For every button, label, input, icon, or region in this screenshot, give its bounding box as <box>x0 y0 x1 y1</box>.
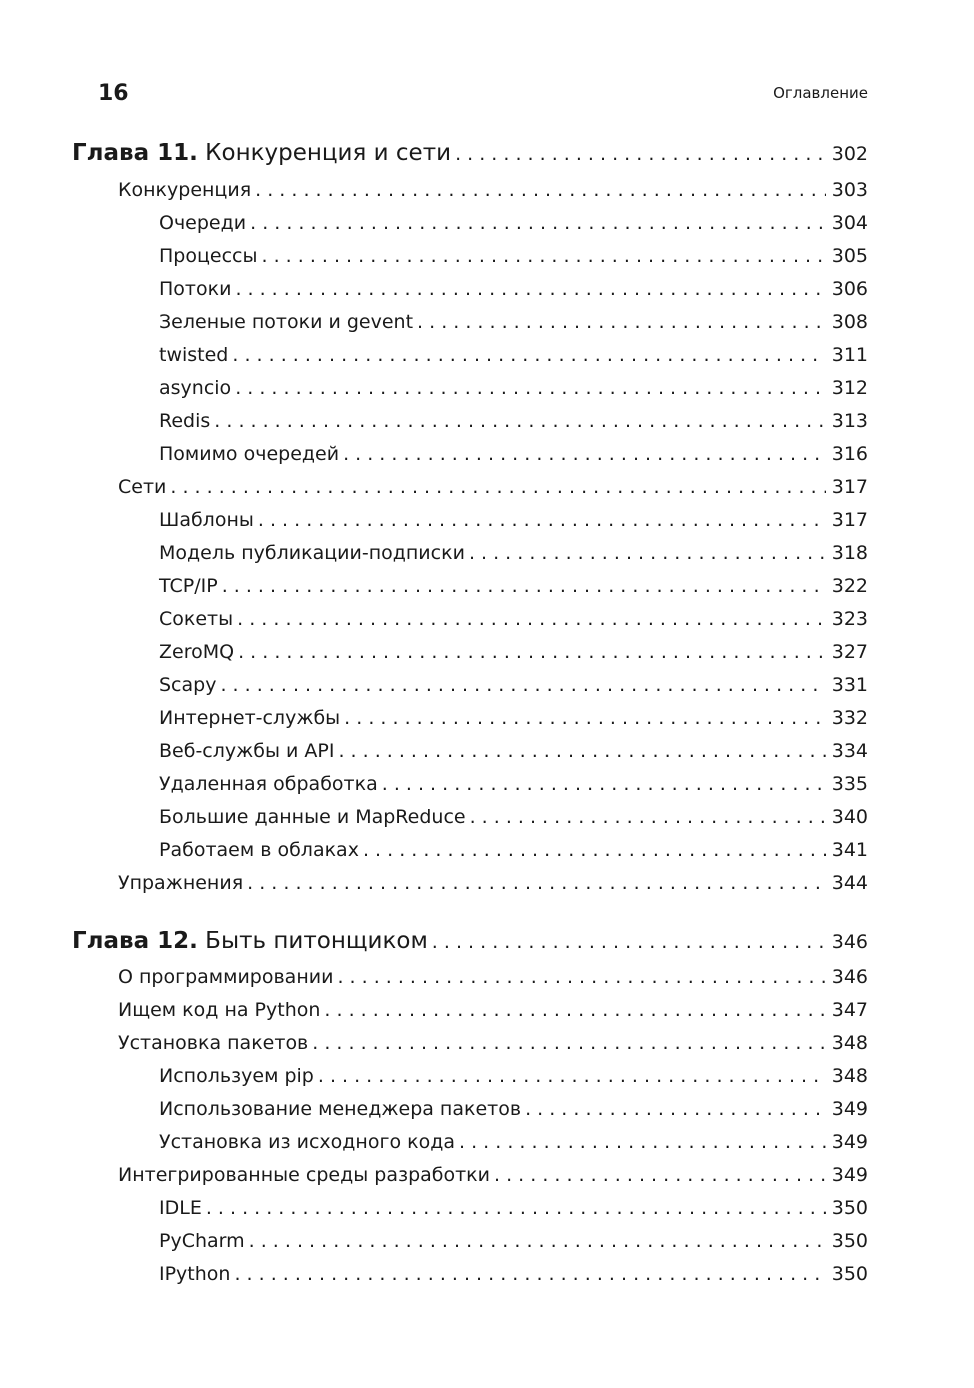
toc-entry-label <box>118 1164 494 1186</box>
toc-entry-title: Очереди <box>159 212 247 234</box>
toc-chapter-entry <box>72 928 868 966</box>
toc-entry-title: Процессы <box>159 245 258 267</box>
toc-entry-label <box>118 872 247 894</box>
toc-entry-label <box>118 966 337 988</box>
toc-entry-page-number: 322 <box>831 575 868 597</box>
toc-entry-title: Использование менеджера пакетов <box>159 1098 522 1120</box>
toc-entry-title: Установка пакетов <box>118 1032 309 1054</box>
toc-entry-page-number: 312 <box>831 377 868 399</box>
toc-entry-page-number: 318 <box>831 542 868 564</box>
toc-entry-label <box>159 575 222 597</box>
toc-entry-title: Интернет-службы <box>159 707 341 729</box>
dot-leader <box>234 1263 825 1285</box>
toc-entry-page-number: 323 <box>831 608 868 630</box>
toc-entry <box>118 1032 868 1065</box>
toc-entry-title: Redis <box>159 410 211 432</box>
toc-entry-title: PyCharm <box>159 1230 245 1252</box>
toc-entry <box>159 410 868 443</box>
toc-entry <box>159 1263 868 1296</box>
toc-entry <box>159 740 868 773</box>
toc-entry <box>118 179 868 212</box>
toc-entry <box>118 1164 868 1197</box>
toc-entry-page-number: 305 <box>831 245 868 267</box>
dot-leader <box>432 931 826 953</box>
toc-entry-label <box>72 928 432 954</box>
toc-entry-page-number: 327 <box>831 641 868 663</box>
dot-leader <box>170 476 825 498</box>
toc-entry-title: Конкуренция и сети <box>205 140 452 166</box>
toc-entry-label <box>159 245 262 267</box>
toc-entry <box>159 608 868 641</box>
chapter-number: Глава 12. <box>72 928 198 954</box>
toc-entry-page-number: 316 <box>831 443 868 465</box>
toc-entry <box>159 245 868 278</box>
toc-entry-title: Быть питонщиком <box>205 928 428 954</box>
toc-entry-label <box>159 410 214 432</box>
toc-entry-page-number: 335 <box>831 773 868 795</box>
toc-entry-label <box>159 1131 459 1153</box>
toc-entry-label <box>159 377 235 399</box>
toc-entry-page-number: 349 <box>831 1131 868 1153</box>
toc-entry <box>159 575 868 608</box>
toc-entry-label <box>118 999 324 1021</box>
toc-entry-label <box>159 278 235 300</box>
toc-entry-label <box>159 1197 206 1219</box>
toc-entry-label <box>159 608 237 630</box>
toc-entry-label <box>159 1098 525 1120</box>
toc-entry-label <box>159 839 363 861</box>
toc-entry-title: Шаблоны <box>159 509 254 531</box>
dot-leader <box>258 509 826 531</box>
dot-leader <box>206 1197 826 1219</box>
toc-entry <box>159 773 868 806</box>
toc-entry-title: IDLE <box>159 1197 202 1219</box>
dot-leader <box>312 1032 825 1054</box>
toc-entry-title: Потоки <box>159 278 232 300</box>
toc-entry-page-number: 313 <box>831 410 868 432</box>
toc-entry <box>159 674 868 707</box>
toc-entry-page-number: 304 <box>831 212 868 234</box>
dot-leader <box>238 641 826 663</box>
dot-leader <box>338 740 825 762</box>
toc-entry-label <box>159 773 382 795</box>
toc-entry-label <box>72 140 455 166</box>
dot-leader <box>235 377 826 399</box>
toc-entry-page-number: 350 <box>831 1197 868 1219</box>
dot-leader <box>220 674 825 696</box>
toc-entry <box>159 1197 868 1230</box>
toc-entry-page-number: 350 <box>831 1263 868 1285</box>
toc-entry <box>159 278 868 311</box>
toc-entry <box>159 1230 868 1263</box>
toc-entry-label <box>159 311 417 333</box>
toc-entry <box>159 509 868 542</box>
toc-entry <box>159 1131 868 1164</box>
toc-entry-page-number: 303 <box>831 179 868 201</box>
toc-entry-title: Зеленые потоки и gevent <box>159 311 414 333</box>
toc-entry <box>118 872 868 905</box>
dot-leader <box>417 311 826 333</box>
toc-entry-label <box>159 542 469 564</box>
toc-entry-label <box>118 179 255 201</box>
toc-entry-title: Сокеты <box>159 608 234 630</box>
toc-entry-title: Конкуренция <box>118 179 252 201</box>
page-number: 16 <box>98 80 129 106</box>
toc-entry-title: О программировании <box>118 966 334 988</box>
toc-entry <box>159 1098 868 1131</box>
toc-entry-title: Веб-службы и API <box>159 740 335 762</box>
toc-entry <box>118 966 868 999</box>
toc-entry <box>159 443 868 476</box>
dot-leader <box>249 1230 826 1252</box>
toc-entry-title: Scapy <box>159 674 217 696</box>
dot-leader <box>324 999 825 1021</box>
toc-entry <box>159 839 868 872</box>
toc-chapter-entry <box>72 140 868 178</box>
dot-leader <box>255 179 826 201</box>
toc-entry <box>159 311 868 344</box>
dot-leader <box>525 1098 826 1120</box>
toc-entry <box>159 542 868 575</box>
toc-entry <box>159 707 868 740</box>
toc-entry-page-number: 334 <box>831 740 868 762</box>
toc-entry-label <box>159 674 220 696</box>
toc-entry-label <box>159 707 344 729</box>
toc-entry-label <box>159 740 338 762</box>
toc-entry-label <box>159 509 258 531</box>
toc-entry-page-number: 302 <box>831 143 868 165</box>
dot-leader <box>250 212 826 234</box>
toc-entry-page-number: 349 <box>831 1098 868 1120</box>
dot-leader <box>363 839 826 861</box>
toc-entry-label <box>159 443 343 465</box>
toc-entry-label <box>159 806 470 828</box>
toc-entry-page-number: 317 <box>831 509 868 531</box>
toc-entry-title: Установка из исходного кода <box>159 1131 456 1153</box>
toc-entry <box>159 377 868 410</box>
toc-entry-title: Ищем код на Python <box>118 999 321 1021</box>
toc-entry-page-number: 348 <box>831 1032 868 1054</box>
toc-entry-page-number: 349 <box>831 1164 868 1186</box>
toc-entry-page-number: 311 <box>831 344 868 366</box>
toc-entry-label <box>159 1230 249 1252</box>
toc-entry <box>159 212 868 245</box>
dot-leader <box>247 872 826 894</box>
dot-leader <box>344 707 826 729</box>
toc-entry-page-number: 308 <box>831 311 868 333</box>
toc-entry-title: Работаем в облаках <box>159 839 359 861</box>
dot-leader <box>318 1065 826 1087</box>
toc-entry-page-number: 350 <box>831 1230 868 1252</box>
dot-leader <box>382 773 826 795</box>
toc-entry-title: Удаленная обработка <box>159 773 378 795</box>
toc-entry-page-number: 347 <box>831 999 868 1021</box>
toc-entry <box>118 999 868 1032</box>
toc-entry-title: Большие данные и MapReduce <box>159 806 466 828</box>
dot-leader <box>459 1131 826 1153</box>
toc-entry-title: twisted <box>159 344 229 366</box>
dot-leader <box>469 542 826 564</box>
toc-entry-page-number: 306 <box>831 278 868 300</box>
toc-entry-page-number: 348 <box>831 1065 868 1087</box>
toc-entry-title: Используем pip <box>159 1065 314 1087</box>
toc-entry-label <box>118 476 170 498</box>
dot-leader <box>235 278 825 300</box>
toc-entry-title: asyncio <box>159 377 232 399</box>
dot-leader <box>237 608 826 630</box>
running-head <box>98 78 868 108</box>
toc-entry-title: Интегрированные среды разработки <box>118 1164 491 1186</box>
toc-entry <box>118 476 868 509</box>
toc-entry-label <box>159 1263 234 1285</box>
toc-entry-page-number: 346 <box>831 931 868 953</box>
toc-entry-page-number: 344 <box>831 872 868 894</box>
dot-leader <box>337 966 825 988</box>
toc-entry-title: ZeroMQ <box>159 641 235 663</box>
dot-leader <box>494 1164 826 1186</box>
toc-entry-label <box>118 1032 312 1054</box>
toc-entry-page-number: 341 <box>831 839 868 861</box>
toc-entry <box>159 1065 868 1098</box>
toc-entry-label <box>159 1065 318 1087</box>
dot-leader <box>232 344 825 366</box>
toc-entry-page-number: 331 <box>831 674 868 696</box>
toc-entry-title: Модель публикации-подписки <box>159 542 465 564</box>
dot-leader <box>470 806 826 828</box>
toc-entry-title: Помимо очередей <box>159 443 340 465</box>
toc-entry-page-number: 332 <box>831 707 868 729</box>
toc-entry <box>159 641 868 674</box>
toc-entry-title: Сети <box>118 476 167 498</box>
toc-entry-page-number: 346 <box>831 966 868 988</box>
toc-entry-label <box>159 344 232 366</box>
dot-leader <box>262 245 826 267</box>
running-head-section: Оглавление <box>773 84 868 102</box>
toc-entry <box>159 806 868 839</box>
chapter-number: Глава 11. <box>72 140 198 166</box>
dot-leader <box>455 143 826 165</box>
dot-leader <box>343 443 826 465</box>
toc-entry-page-number: 317 <box>831 476 868 498</box>
toc-entry-title: Упражнения <box>118 872 244 894</box>
toc-entry-label <box>159 641 238 663</box>
toc-entry-label <box>159 212 250 234</box>
dot-leader <box>222 575 826 597</box>
toc-entry-title: IPython <box>159 1263 231 1285</box>
dot-leader <box>214 410 825 432</box>
toc-entry-page-number: 340 <box>831 806 868 828</box>
toc-entry-title: TCP/IP <box>159 575 218 597</box>
toc-entry <box>159 344 868 377</box>
